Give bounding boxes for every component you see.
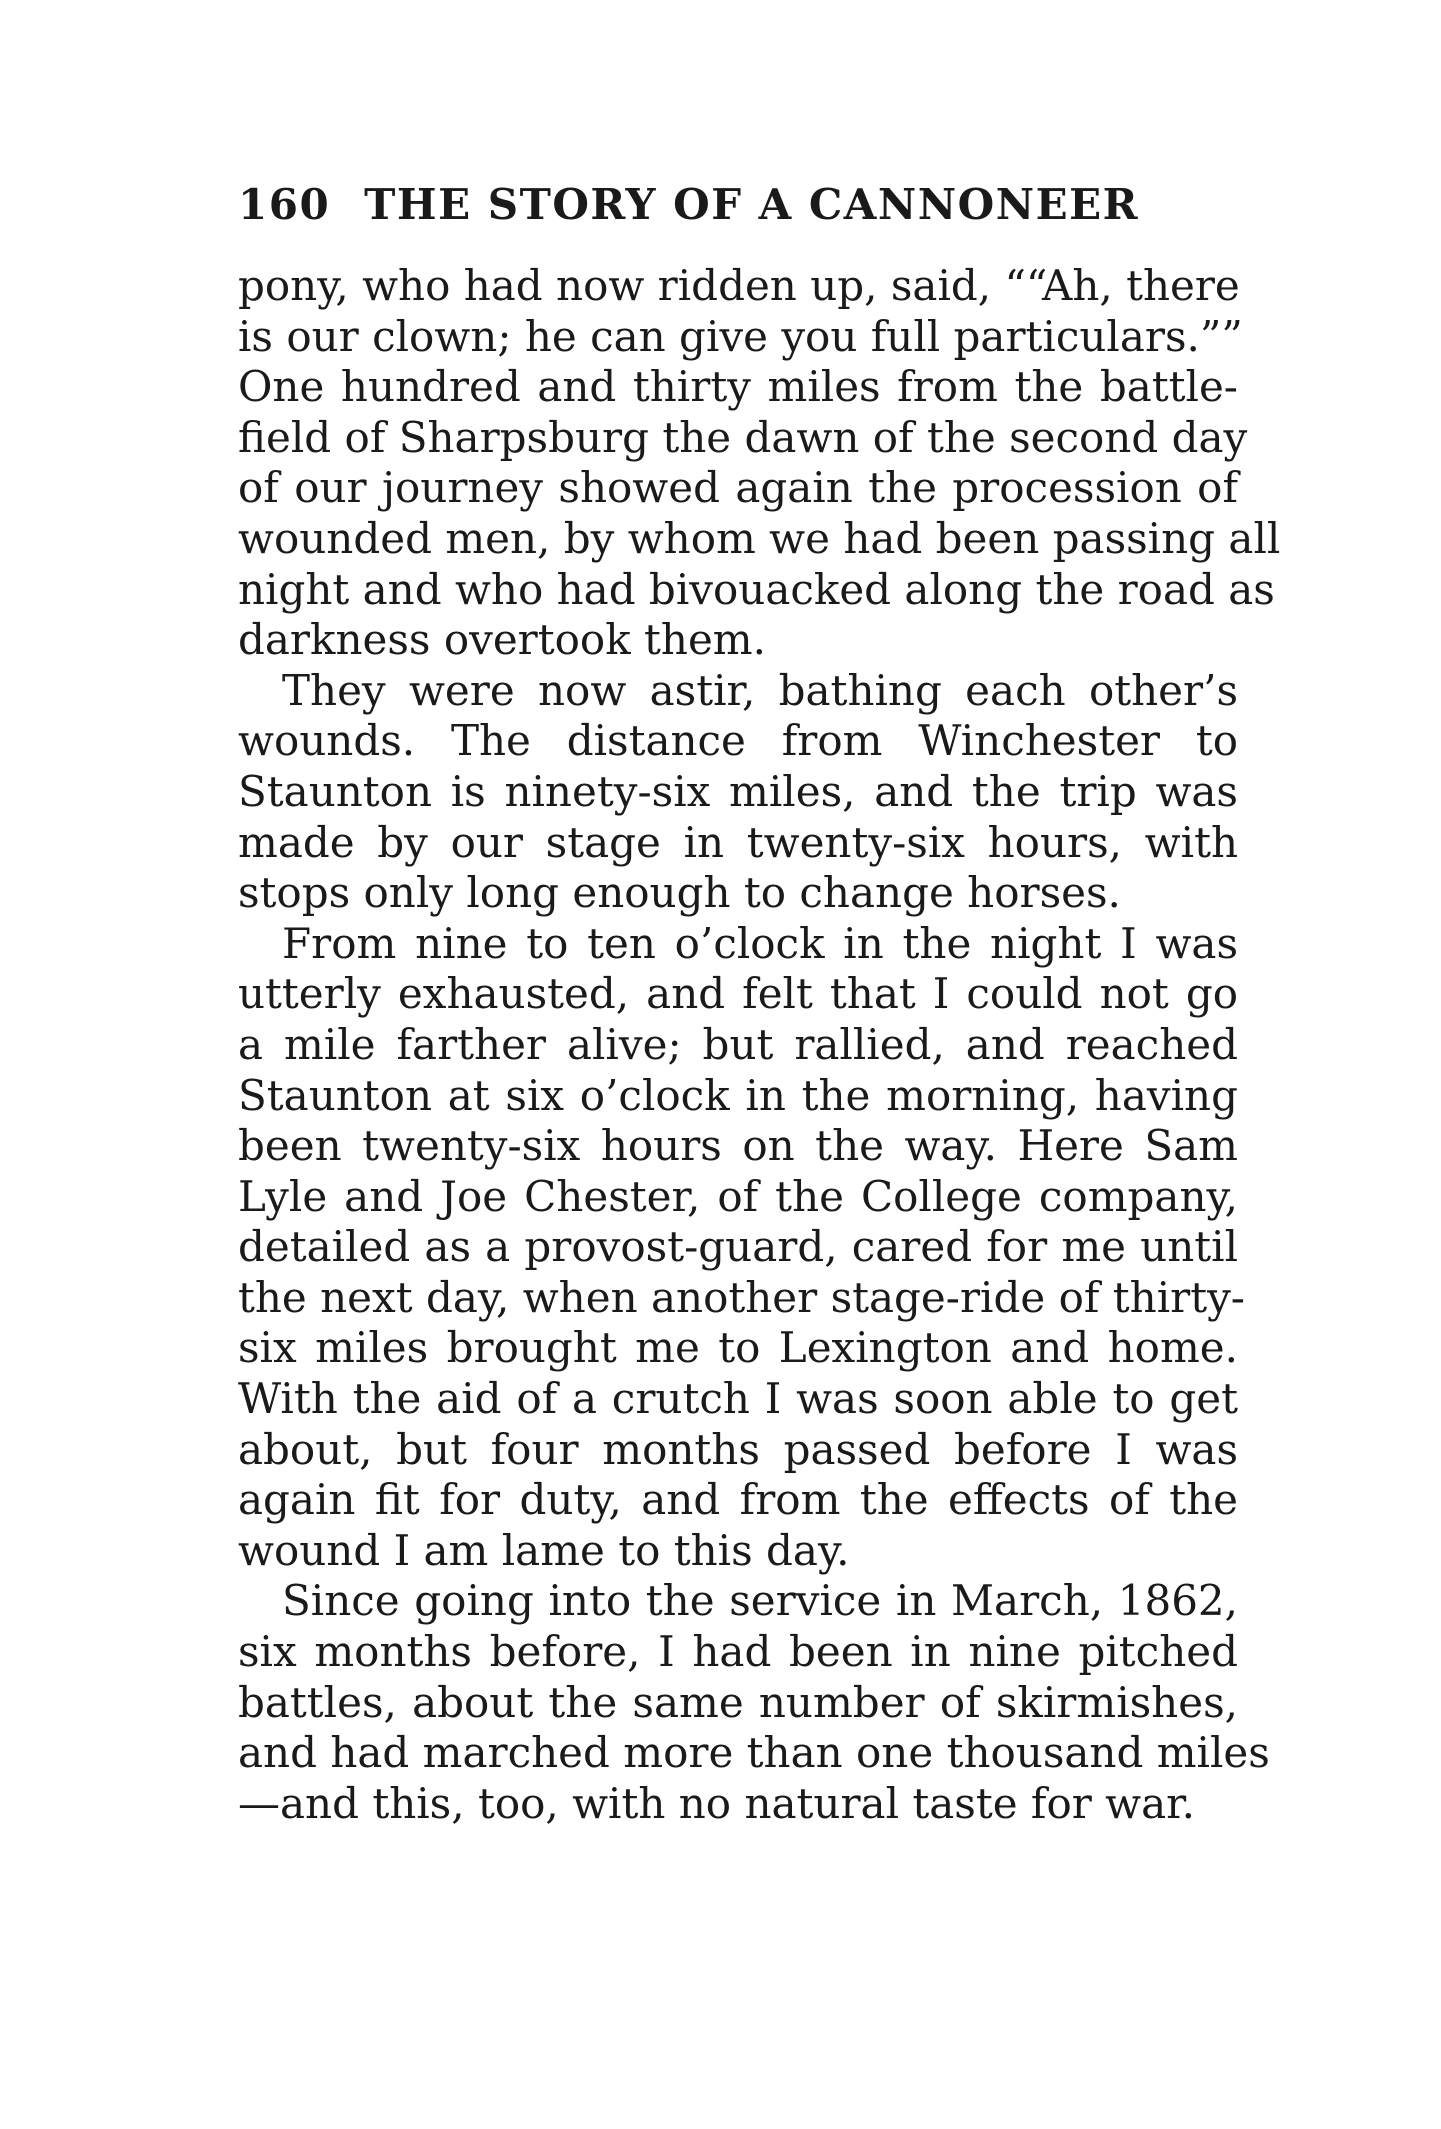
text-line: six miles brought me to Lexington and home.	[238, 1323, 1238, 1373]
text-line: six months before, I had been in nine pitched	[238, 1627, 1238, 1677]
page-number: 160	[238, 180, 331, 229]
text-line: Staunton at six o’clock in the morning, having	[238, 1070, 1238, 1120]
text-line: wound I am lame to this day.	[238, 1525, 850, 1575]
text-line: Lyle and Joe Chester, of the College company,	[238, 1171, 1238, 1221]
text-line: —and this, too, with no natural taste for war.	[238, 1778, 1195, 1828]
text-line: been twenty-six hours on the way. Here Sam	[238, 1121, 1238, 1171]
text-line: wounded men, by whom we had been passing all	[238, 513, 1281, 563]
paragraph	[238, 918, 1245, 1577]
paragraph	[238, 1576, 1270, 1829]
text-line: a mile farther alive; but rallied, and reached	[238, 1019, 1238, 1069]
text-line: darkness overtook them.	[238, 615, 766, 665]
body-text	[238, 261, 1281, 1829]
running-header	[238, 180, 1238, 229]
text-line: With the aid of a crutch I was soon able to get	[238, 1374, 1238, 1424]
text-line: Staunton is ninety-six miles, and the trip was	[238, 766, 1238, 816]
text-line: about, but four months passed before I was	[238, 1424, 1238, 1474]
text-line: again fit for duty, and from the effects of the	[238, 1475, 1238, 1525]
text-line: wounds. The distance from Winchester to	[238, 716, 1238, 766]
text-line: detailed as a provost-guard, cared for me until	[238, 1222, 1238, 1272]
text-line: Since going into the service in March, 1862,	[282, 1576, 1238, 1626]
text-line: They were now astir, bathing each other’s	[282, 665, 1238, 715]
text-line: and had marched more than one thousand miles	[238, 1728, 1270, 1778]
text-line: night and who had bivouacked along the road as	[238, 564, 1275, 614]
running-title: THE STORY OF A CANNONEER	[364, 180, 1140, 229]
text-line: pony, who had now ridden up, said, ““Ah, there	[238, 261, 1240, 310]
text-line: From nine to ten o’clock in the night I was	[282, 918, 1238, 968]
paragraph	[238, 261, 1281, 666]
text-line: is our clown; he can give you full particulars.””	[238, 311, 1243, 361]
text-line: made by our stage in twenty-six hours, with	[238, 817, 1238, 867]
text-line: the next day, when another stage-ride of thirty-	[238, 1272, 1245, 1322]
text-line: field of Sharpsburg the dawn of the second day	[238, 412, 1248, 462]
paragraph	[238, 666, 1238, 919]
text-line: stops only long enough to change horses.	[238, 868, 1121, 918]
text-line: of our journey showed again the procession of	[238, 463, 1238, 513]
text-line: utterly exhausted, and felt that I could not go	[238, 969, 1238, 1019]
text-line: One hundred and thirty miles from the battle-	[238, 362, 1238, 412]
text-line: battles, about the same number of skirmishes,	[238, 1677, 1238, 1727]
